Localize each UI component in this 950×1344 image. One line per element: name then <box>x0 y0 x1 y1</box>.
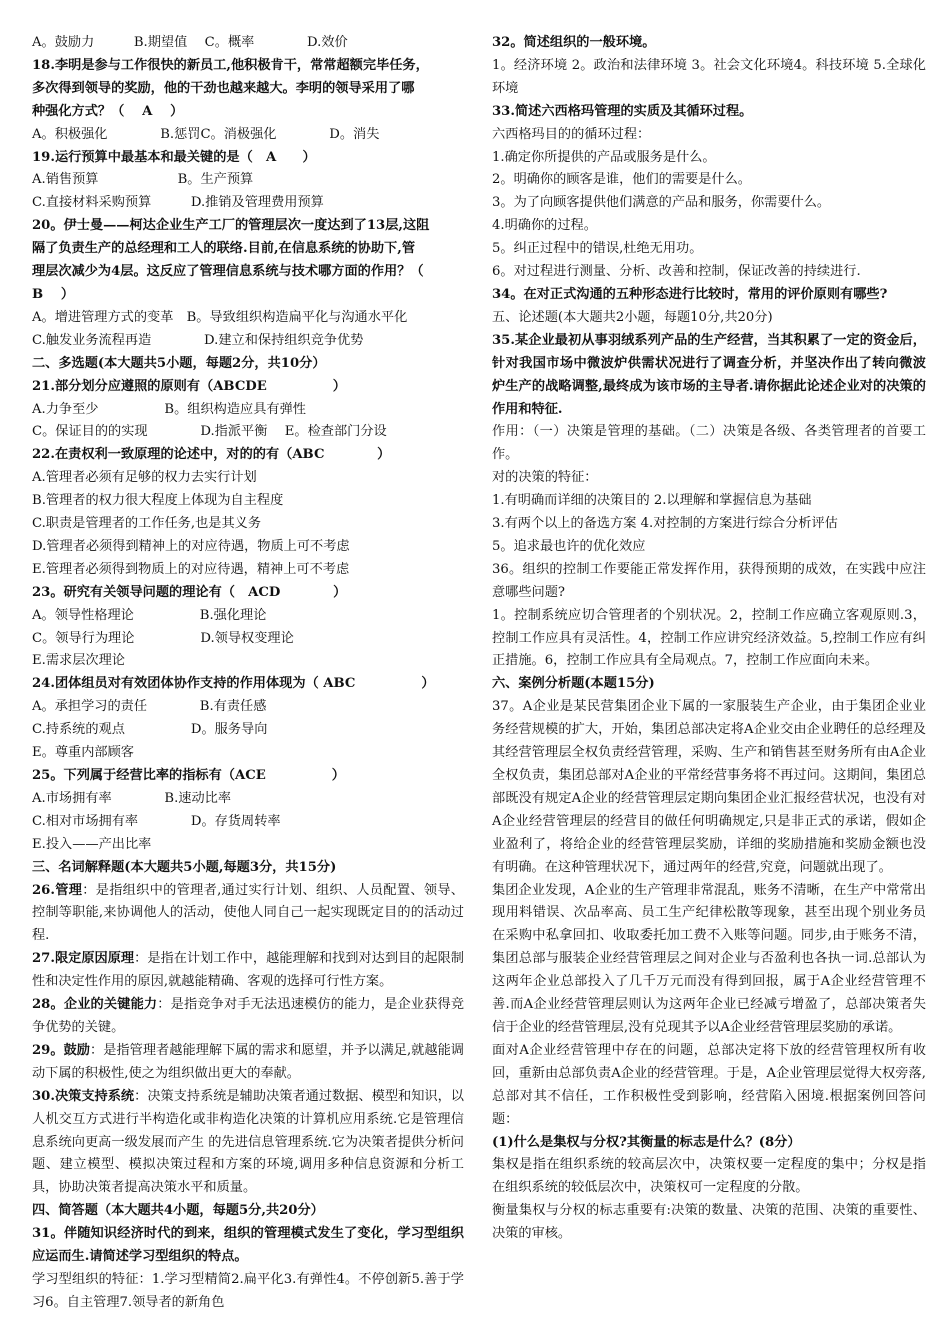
text-line: E.需求层次理论 <box>32 653 125 669</box>
text-line: 18.李明是参与工作很快的新员工,他积极肯干，常常超额完毕任务， <box>32 57 429 73</box>
text-line: 理层次减少为4层。这反应了管理信息系统与技术哪方面的作用？（ <box>32 264 424 280</box>
text-line <box>32 994 464 1040</box>
text-line: E。尊重内部顾客 <box>32 745 134 761</box>
text-line: 36。组织的控制工作要能正常发挥作用，获得预期的成效，在实践中应注意哪些问题? <box>492 561 926 600</box>
text-line: A。鼓励力 B.期望值 C。概率 D.效价 <box>32 35 348 50</box>
text-line: 5。纠正过程中的错误,杜绝无用功。 <box>492 241 703 257</box>
text-line: C.直接材料采购预算 D.推销及管理费用预算 <box>32 195 324 211</box>
term-label: 28。企业的关键能力 <box>32 997 158 1013</box>
text-line: C。保证目的的实现 D.指派平衡 E。检查部门分设 <box>32 424 387 440</box>
term-label: 27.限定原因原理 <box>32 951 135 967</box>
text-line: 37。A企业是某民营集团企业下属的一家服装生产企业，由于集团企业业务经营规模的扩大，开始，集团总部决定将A企业交由企业聘任的总经理及其经营管理层全权负责经营管理，采购、生产和销售甚至财务所有由A企业全权负责，集团总部对A企业的平常经营事务将不再过问。这期间，集团总部既没有规定A企业的经营管理层定期向集团企业汇报经营状况，也没有对A企业经营管理层的经营目的做任何明确规定,只是非正式的承诺，假如企业盈利了，将给企业的经营管理层奖励，详细的奖励措施和奖励金额也没有明确。在这种管理状况下，通过两年的经营,究竟，问题就出现了。 <box>492 699 926 875</box>
text-line: 六、案例分析题(本题15分) <box>492 676 655 692</box>
text-line: C.职责是管理者的工作任务,也是其义务 <box>32 516 262 532</box>
text-line: 种强化方式？（ A ） <box>32 103 184 119</box>
term-label: 26.管理 <box>32 882 83 898</box>
text-line: 衡量集权与分权的标志重要有:决策的数量、决策的范围、决策的重要性、决策的审核。 <box>492 1203 926 1242</box>
text-line: 3.有两个以上的备选方案 4.对控制的方案进行综合分析评估 <box>492 516 838 532</box>
text-line: 集团企业发现，A企业的生产管理非常混乱，账务不清晰，在生产中常常出现用料错误、次品率高、员工生产纪律松散等现象，甚至出现个别业务员在采购中私拿回扣、收取委托加工费不入账等问题。同步,由于账务不清，集团总部与服装企业经营管理层之间对企业与否盈利也各执一词.总部认为这两年企业总部投入了几千万元而没有得到回报，属于A企业经营管理不善.而A企业经营管理层则认为这两年企业已经减亏增盈了，总部决策者失信于企业的经营管理层,没有兑现其予以A企业经营管理层奖励的承诺。 <box>492 882 926 1035</box>
text-line: 33.简述六西格玛管理的实质及其循环过程。 <box>492 103 753 119</box>
text-line: 五、论述题(本大题共2小题，每题10分,共20分) <box>492 309 773 325</box>
text-line: 作用：（一）决策是管理的基础。（二）决策是各级、各类管理者的首要工作。 <box>492 424 926 463</box>
text-line: 隔了负责生产的总经理和工人的联络.目前,在信息系统的协助下,管 <box>32 241 416 257</box>
text-line <box>32 1040 464 1086</box>
text-line <box>32 880 464 949</box>
text-line: 5。追求最也许的优化效应 <box>492 538 646 554</box>
text-line: 对的决策的特征： <box>492 470 598 486</box>
text-line: A。领导性格理论 B.强化理论 <box>32 607 267 623</box>
term-definition: ：决策支持系统是辅助决策者通过数据、模型和知识，以人机交互方式进行半构造化或非构造化决策的计算机应用系统.它是管理信息系统向更高一级发展而产生 的先进信息管理系统.它为决策者提供分析问题、建立模型、模拟决策过程和方案的环境,调用多种信息资源和分析工具，协助决策者提高决策水平和质量。 <box>32 1088 464 1196</box>
text-line: 22.在责权利一致原理的论述中，对的的有（ABC ） <box>32 447 391 463</box>
term-definition: ：是指管理者越能理解下属的需求和愿望，并予以满足,就越能调动下属的积极性,使之为组织做出更大的奉献。 <box>32 1042 464 1081</box>
text-line: A。积极强化 B.惩罚C。消极强化 D。消失 <box>32 126 380 142</box>
right-column <box>492 32 926 1246</box>
text-line: 集权是指在组织系统的较高层次中，决策权要一定程度的集中；分权是指在组织系统的较低层次中，决策权可一定程度的分散。 <box>492 1157 926 1196</box>
text-line: 学习型组织的特征：1.学习型精简2.扁平化3.有弹性4。不停创新5.善于学习6。自主管理7.领导者的新角色 <box>32 1271 464 1310</box>
text-line: 1。控制系统应切合管理者的个别状况。2，控制工作应确立客观原则.3，控制工作应具有灵活性。4，控制工作应讲究经济效益。5,控制工作应有纠正措施。6，控制工作应具有全局观点。7，控制工作应面向未来。 <box>492 607 926 669</box>
text-line: E.投入——产出比率 <box>32 836 152 852</box>
term-definition: ：是指组织中的管理者,通过实行计划、组织、人员配置、领导、控制等职能,来协调他人的活动，使他人同自己一起实现既定目的的活动过程. <box>32 882 464 944</box>
text-line <box>32 948 464 994</box>
text-line: B ） <box>32 286 75 302</box>
text-line: 三、名词解释题(本大题共5小题,每题3分，共15分) <box>32 859 337 875</box>
text-line: C.触发业务流程再造 D.建立和保持组织竞争优势 <box>32 332 364 348</box>
text-line: C。领导行为理论 D.领导权变理论 <box>32 630 294 646</box>
text-line <box>32 1086 464 1201</box>
text-line: 多次得到领导的奖励，他的干劲也越来越大。李明的领导采用了哪 <box>32 80 415 96</box>
term-definition: ：是指竞争对手无法迅速模仿的能力，是企业获得竞争优势的关键。 <box>32 997 465 1035</box>
text-line: 四、简答题（本大题共4小题，每题5分,共20分） <box>32 1203 324 1219</box>
text-line: 31。伴随知识经济时代的到来，组织的管理模式发生了变化，学习型组织应运而生.请简述学习型组织的特点。 <box>32 1226 464 1265</box>
text-line: 4.明确你的过程。 <box>492 218 597 234</box>
text-line: 25。下列属于经营比率的指标有（ACE ） <box>32 768 345 783</box>
text-line: (1)什么是集权与分权?其衡量的标志是什么？(8分） <box>492 1134 801 1150</box>
term-definition: ：是指在计划工作中，越能理解和找到对达到目的起限制性和决定性作用的原因,就越能精确、客观的选择可行性方案。 <box>32 951 464 990</box>
text-line: E.管理者必须得到物质上的对应待遇，精神上可不考虑 <box>32 561 350 577</box>
text-line: 32。简述组织的一般环境。 <box>492 35 656 50</box>
text-line: D.管理者必须得到精神上的对应待遇，物质上可不考虑 <box>32 538 350 554</box>
text-line: 20。伊士曼——柯达企业生产工厂的管理层次一度达到了13层,这阻 <box>32 218 430 234</box>
text-line: 23。研究有关领导问题的理论有（ ACD ） <box>32 584 347 600</box>
text-line: A.市场拥有率 B.速动比率 <box>32 790 232 806</box>
left-column <box>32 32 464 1315</box>
text-line: 2。明确你的顾客是谁，他们的需要是什么。 <box>492 172 751 188</box>
text-line: A.管理者必须有足够的权力去实行计划 <box>32 470 257 486</box>
text-line: A.销售预算 B。生产预算 <box>32 172 254 188</box>
text-line: 35.某企业最初从事羽绒系列产品的生产经营，当其积累了一定的资金后，针对我国市场中微波炉供需状况进行了调查分析，并坚决作出了转向微波炉生产的战略调整,最终成为该市场的主导者.请你据此论述企业对的决策的作用和特征. <box>492 332 926 417</box>
text-line: 面对A企业经营管理中存在的问题，总部决定将下放的经营管理权所有收回，重新由总部负责A企业的经营管理。于是，A企业管理层觉得大权旁落,总部对其不信任，工作积极性受到影响，经营陷入困境.根据案例回答问题： <box>492 1042 926 1127</box>
text-line: C.持系统的观点 D。服务导向 <box>32 722 268 738</box>
text-line: 六西格玛目的的循环过程： <box>492 126 651 142</box>
text-line: 1.确定你所提供的产品或服务是什么。 <box>492 149 716 165</box>
term-label: 29。鼓励 <box>32 1042 90 1058</box>
text-line: 1.有明确而详细的决策目的 2.以理解和掌握信息为基础 <box>492 493 812 509</box>
text-line: 34。在对正式沟通的五种形态进行比较时，常用的评价原则有哪些? <box>492 286 888 302</box>
text-line: 19.运行预算中最基本和最关键的是（ A ） <box>32 149 316 165</box>
text-line: A.力争至少 B。组织构造应具有弹性 <box>32 401 306 417</box>
text-line: A。承担学习的责任 B.有责任感 <box>32 699 267 715</box>
text-line: 6。对过程进行测量、分析、改善和控制，保证改善的持续进行. <box>492 264 861 280</box>
text-line: B.管理者的权力很大程度上体现为自主程度 <box>32 493 284 509</box>
term-label: 30.决策支持系统 <box>32 1088 135 1104</box>
text-line: 1。经济环境 2。政治和法律环境 3。社会文化环境4。科技环境 5.全球化环境 <box>492 57 926 96</box>
text-line: 21.部分划分应遵照的原则有（ABCDE ） <box>32 378 346 394</box>
text-line: 二、多选题(本大题共5小题，每题2分，共10分） <box>32 355 326 371</box>
text-line: 24.团体组员对有效团体协作支持的作用体现为（ ABC ） <box>32 676 435 692</box>
text-line: 3。为了向顾客提供他们满意的产品和服务，你需要什么。 <box>492 195 831 211</box>
text-line: C.相对市场拥有率 D。存货周转率 <box>32 813 281 829</box>
text-line: A。增进管理方式的变革 B。导致组织构造扁平化与沟通水平化 <box>32 309 408 325</box>
